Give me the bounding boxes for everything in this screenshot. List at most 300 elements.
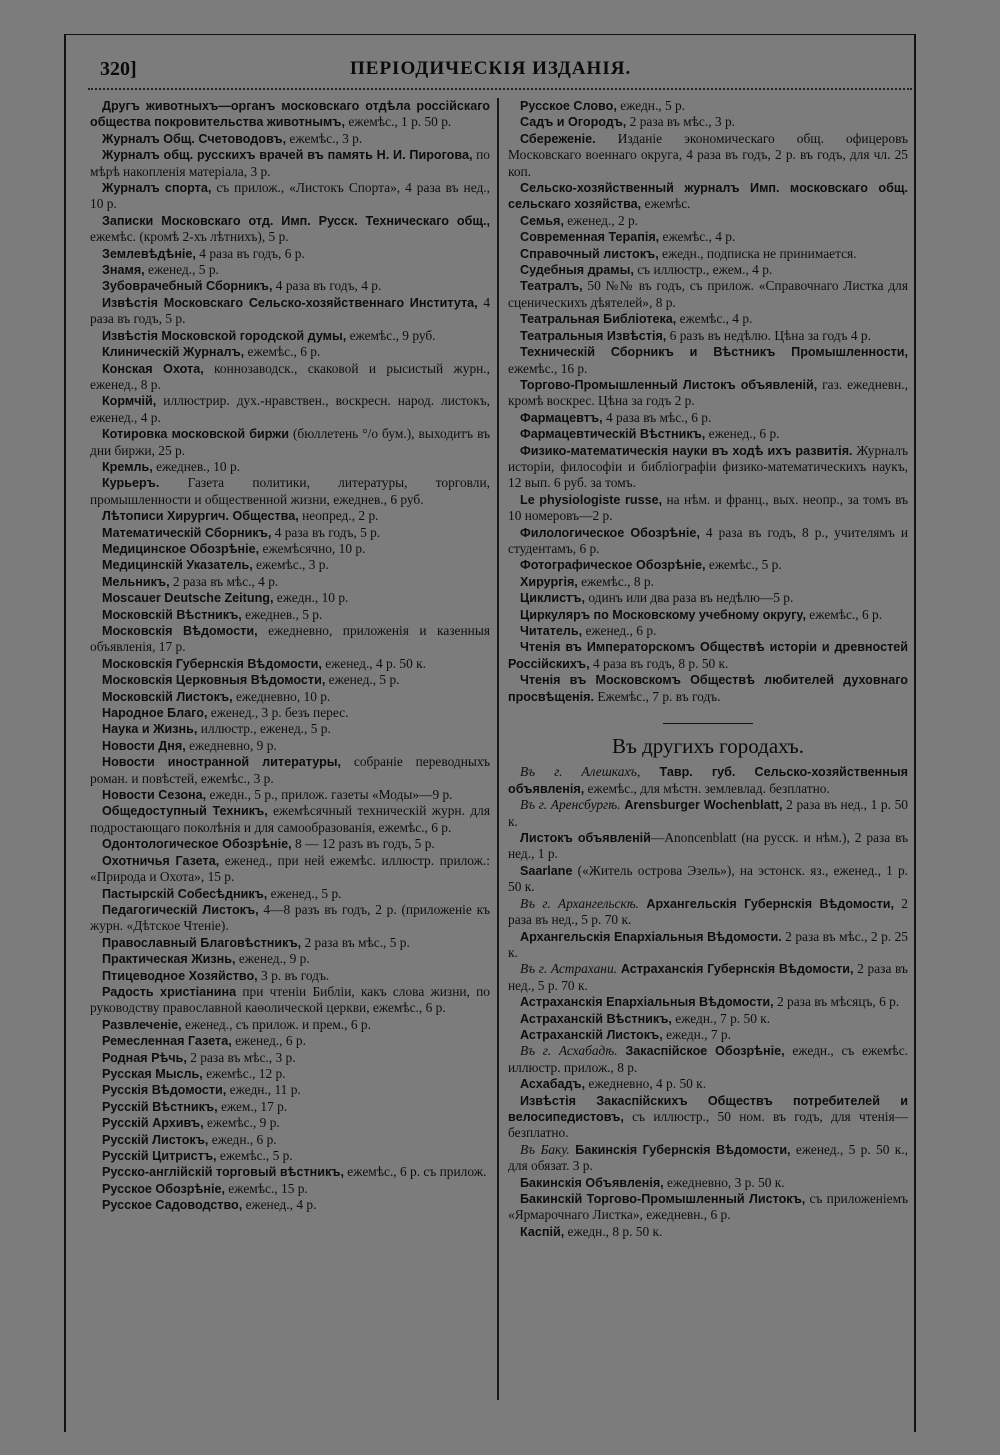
periodical-title: Сельско-хозяйственный журналъ Имп. московскаго общ. сельскаго хозяйства, bbox=[508, 181, 908, 212]
periodical-title: Русское Садоводство, bbox=[102, 1198, 243, 1213]
periodical-title: Педагогическій Листокъ, bbox=[102, 902, 259, 917]
periodical-entry bbox=[508, 1142, 908, 1175]
periodical-entry bbox=[90, 803, 490, 836]
column-divider bbox=[497, 98, 499, 1400]
periodical-entry bbox=[90, 623, 490, 656]
periodical-title: Физико-математическія науки въ ходѣ ихъ развитія. bbox=[520, 443, 853, 458]
periodical-details: ежемѣс., 16 р. bbox=[508, 360, 588, 376]
city-label: Въ г. Алешкахъ, bbox=[520, 764, 641, 780]
periodical-entry bbox=[508, 180, 908, 213]
periodical-entry bbox=[90, 787, 490, 803]
periodical-entry bbox=[508, 131, 908, 180]
periodical-entry bbox=[90, 1050, 490, 1066]
periodical-details: еженед., при ней ежемѣс. иллюстр. прилож.: «Природа и Охота», 15 р. bbox=[90, 852, 490, 885]
periodical-entry bbox=[508, 961, 908, 994]
periodical-details: ежедневно, 4 р. 50 к. bbox=[585, 1076, 707, 1092]
periodical-entry bbox=[508, 1224, 908, 1240]
periodical-details: 2 раза въ нед., 5 р. 70 к. bbox=[508, 961, 908, 993]
periodical-details: еженед., 6 р. bbox=[705, 426, 780, 442]
periodical-details: ежемѣс., 4 р. bbox=[659, 229, 736, 245]
right-column bbox=[508, 98, 908, 1240]
periodical-details: 2 раза въ мѣс., 2 р. 25 к. bbox=[508, 928, 908, 960]
periodical-details: ежемѣс., 9 руб. bbox=[346, 327, 436, 343]
periodical-entry bbox=[508, 1175, 908, 1191]
periodical-details: ежедневно, 3 р. 50 к. bbox=[663, 1174, 785, 1190]
periodical-title: Русскій Цитристъ, bbox=[102, 1149, 217, 1163]
periodical-title: Театральныя Извѣстія, bbox=[520, 328, 667, 343]
periodical-entry bbox=[508, 98, 908, 114]
periodical-details: на нѣм. и франц., вых. неопр., за томъ въ 10 номеровъ—2 р. bbox=[508, 491, 908, 524]
periodical-entry bbox=[508, 557, 908, 573]
periodical-title: Русское Слово, bbox=[520, 99, 617, 113]
page-title: ПЕРІОДИЧЕСКІЯ ИЗДАНІЯ. bbox=[350, 58, 632, 79]
periodical-details: ежемѣс., 12 р. bbox=[202, 1065, 286, 1081]
periodical-details: еженед., 6 р. bbox=[582, 623, 657, 638]
periodical-entry bbox=[508, 830, 908, 863]
periodical-title: Журналъ Общ. Счетоводовъ, bbox=[102, 131, 287, 146]
periodical-title: Записки Московскаго отд. Имп. Русск. Техническаго общ., bbox=[102, 213, 490, 228]
periodical-details: ежем., 17 р. bbox=[217, 1098, 288, 1114]
periodical-details: газ. ежедневн., кромѣ воскрес. Цѣна за годъ 2 р. bbox=[508, 376, 908, 409]
periodical-title: Конская Охота, bbox=[102, 361, 204, 376]
periodical-title: Русское Обозрѣніе, bbox=[102, 1181, 225, 1196]
city-label: Въ г. Архангельскѣ. bbox=[520, 895, 639, 911]
periodical-entry bbox=[508, 590, 908, 606]
periodical-details: («Житель острова Эзель»), на эстонск. яз., еженед., 1 р. 50 к. bbox=[508, 862, 908, 895]
periodical-title: Одонтологическое Обозрѣніе, bbox=[102, 837, 292, 852]
periodical-title: Извѣстія Московскаго Сельско-хозяйственнаго Института, bbox=[102, 295, 478, 310]
periodical-title: Торгово-Промышленный Листокъ объявленій, bbox=[520, 377, 818, 392]
periodical-entry bbox=[90, 131, 490, 147]
periodical-details: одинъ или два раза въ недѣлю—5 р. bbox=[585, 590, 794, 606]
periodical-entry bbox=[90, 607, 490, 623]
periodical-details: ежедн., 7 р. 50 к. bbox=[671, 1010, 771, 1026]
periodical-title: Сбереженіе. bbox=[520, 131, 596, 146]
periodical-title: Судебныя драмы, bbox=[520, 263, 634, 278]
periodical-entry bbox=[508, 574, 908, 590]
periodical-title: Астраханскія Губернскія Вѣдомости, bbox=[617, 962, 854, 977]
periodical-entry bbox=[90, 853, 490, 886]
periodical-title: Журналъ общ. русскихъ врачей въ память Н. И. Пирогова, bbox=[102, 148, 473, 163]
periodical-details: еженед., 3 р. безъ перес. bbox=[207, 705, 349, 721]
periodical-entry bbox=[508, 1011, 908, 1027]
periodical-entry bbox=[90, 1115, 490, 1131]
periodical-title: Радость христіанина bbox=[102, 984, 237, 999]
periodical-details: ежеднев., 10 р. bbox=[152, 458, 240, 474]
periodical-title: Мельникъ, bbox=[102, 574, 170, 589]
periodical-title: Каспій, bbox=[520, 1224, 565, 1239]
periodical-entry bbox=[508, 863, 908, 896]
periodical-details: ежемѣсячный техническій журн. для подростающаго поколѣнія и для самообразованія, ежемѣс., 6 р. bbox=[90, 803, 490, 835]
periodical-entry bbox=[508, 377, 908, 410]
periodical-entry bbox=[508, 344, 908, 377]
periodical-details: неопред., 2 р. bbox=[298, 508, 379, 524]
periodical-title: Народное Благо, bbox=[102, 706, 208, 721]
periodical-title: Русскій Листокъ, bbox=[102, 1132, 209, 1147]
periodical-details: собраніе переводныхъ роман. и повѣстей, ежемѣс., 3 р. bbox=[90, 754, 490, 786]
periodical-title: Тавр. губ. Сельско-хозяйственныя объявленія, bbox=[508, 765, 908, 796]
periodical-details: 2 раза въ мѣс., 5 р. bbox=[301, 934, 410, 950]
periodical-title: Другъ животныхъ—органъ московскаго отдѣла россійскаго общества покровительства животнымъ, bbox=[90, 99, 490, 130]
periodical-details: еженед., 6 р. bbox=[231, 1033, 306, 1049]
periodical-entry bbox=[90, 1082, 490, 1098]
periodical-title: Медицинскій Указатель, bbox=[102, 558, 253, 573]
periodical-details: Изданіе экономическаго общ. офицеровъ Московскаго военнаго округа, 4 раза въ годъ, 2 р. въ годъ, для чл. 25 коп. bbox=[508, 130, 908, 179]
periodical-details: еженед., 4 р. 50 к. bbox=[321, 655, 427, 671]
right-moscow-list bbox=[508, 98, 908, 705]
periodical-entry bbox=[508, 278, 908, 311]
periodical-title: Извѣстія Московской городской думы, bbox=[102, 328, 347, 343]
periodical-details: ежедн., 11 р. bbox=[226, 1082, 301, 1098]
periodical-title: Землевѣдѣніе, bbox=[102, 246, 196, 261]
periodical-title: Театральная Библіотека, bbox=[520, 312, 677, 327]
periodical-details: ежедневно, 10 р. bbox=[232, 688, 331, 704]
periodical-entry bbox=[508, 1076, 908, 1092]
periodical-details: 4 раза въ годъ, 4 р. bbox=[272, 278, 382, 294]
periodical-entry bbox=[90, 1033, 490, 1049]
periodical-title: Родная Рѣчь, bbox=[102, 1050, 187, 1065]
section-separator bbox=[663, 723, 753, 724]
periodical-details: ежемѣс., 3 р. bbox=[252, 557, 329, 573]
periodical-details: ежедн., подписка не принимается. bbox=[658, 245, 857, 261]
periodical-entry bbox=[90, 147, 490, 180]
periodical-entry bbox=[90, 574, 490, 590]
periodical-title: Циклистъ, bbox=[520, 591, 585, 606]
periodical-title: Московскія Вѣдомости, bbox=[102, 624, 258, 638]
periodical-entry bbox=[90, 180, 490, 213]
periodical-details: по мѣрѣ накопленія матеріала, 3 р. bbox=[90, 147, 490, 179]
periodical-details: ежедн., 6 р. bbox=[208, 1131, 277, 1147]
periodical-entry bbox=[90, 738, 490, 754]
periodical-entry bbox=[508, 607, 908, 623]
periodical-entry bbox=[90, 246, 490, 262]
city-label: Въ г. Астрахани. bbox=[520, 961, 617, 977]
periodical-title: Курьеръ. bbox=[102, 476, 160, 491]
periodical-entry bbox=[90, 968, 490, 984]
periodical-details: съ иллюстр., ежем., 4 р. bbox=[633, 262, 773, 278]
periodical-details: 2 раза въ нед., 5 р. 70 к. bbox=[508, 895, 908, 928]
periodical-entry bbox=[90, 951, 490, 967]
periodical-details: ежемѣс. bbox=[641, 196, 691, 212]
periodical-details: ежемѣс., 6 р. съ прилож. bbox=[343, 1164, 487, 1180]
periodical-title: Arensburger Wochenblatt, bbox=[620, 798, 783, 813]
periodical-entry bbox=[508, 1191, 908, 1224]
periodical-title: Астраханскія Епархіальныя Вѣдомости, bbox=[520, 995, 774, 1010]
periodical-title: Садъ и Огородъ, bbox=[520, 115, 627, 130]
periodical-title: Закаспійское Обозрѣніе, bbox=[617, 1044, 785, 1059]
periodical-entry bbox=[508, 797, 908, 830]
periodical-title: Le physiologiste russe, bbox=[520, 492, 663, 507]
periodical-title: Фармацевтъ, bbox=[520, 410, 603, 425]
periodical-details: ежемѣс., 5 р. bbox=[705, 557, 782, 573]
periodical-details: ежемѣс., 6 р. bbox=[244, 344, 321, 360]
periodical-details: ежедн., 10 р. bbox=[273, 590, 349, 606]
periodical-entry bbox=[90, 508, 490, 524]
periodical-title: Бакинскій Торгово-Промышленный Листокъ, bbox=[520, 1192, 806, 1206]
periodical-details: еженед., 5 р. 50 к., для обязат. 3 р. bbox=[508, 1141, 908, 1174]
periodical-title: Saarlane bbox=[520, 863, 573, 878]
section-heading: Въ другихъ городахъ. bbox=[612, 734, 804, 759]
periodical-details: 3 р. въ годъ. bbox=[257, 967, 330, 983]
periodical-details: ежемѣс., для мѣстн. землевлад. безплатно. bbox=[584, 780, 830, 796]
periodical-entry bbox=[90, 213, 490, 246]
periodical-title: Развлеченіе, bbox=[102, 1017, 182, 1032]
periodical-entry bbox=[90, 984, 490, 1017]
periodical-details: 4 раза въ годъ, 5 р. bbox=[90, 294, 491, 327]
periodical-title: Новости Сезона, bbox=[102, 788, 207, 803]
periodical-entry bbox=[90, 590, 490, 606]
periodical-details: ежемѣс., 9 р. bbox=[203, 1115, 280, 1131]
periodical-title: Бакинскія Губернскія Вѣдомости, bbox=[569, 1142, 791, 1157]
periodical-entry bbox=[508, 764, 908, 797]
periodical-details: ежемѣс., 1 р. 50 р. bbox=[344, 114, 452, 130]
periodical-details: 2 раза въ мѣс., 3 р. bbox=[186, 1049, 296, 1065]
periodical-details: еженед., 5 р. bbox=[144, 262, 219, 278]
periodical-details: иллюстрир. дух.-нравствен., воскресн. народ. листокъ, еженед., 4 р. bbox=[90, 393, 490, 425]
periodical-details: ежемѣс., 6 р. bbox=[805, 606, 883, 622]
periodical-entry bbox=[90, 557, 490, 573]
periodical-title: Асхабадъ, bbox=[520, 1077, 586, 1092]
periodical-details: 2 раза въ нед., 1 р. 50 к. bbox=[508, 797, 908, 829]
periodical-title: Московскія Губернскія Вѣдомости, bbox=[102, 656, 322, 671]
periodical-title: Семья, bbox=[520, 213, 564, 228]
periodical-title: Читатель, bbox=[520, 624, 583, 638]
periodical-title: Русскій Архивъ, bbox=[102, 1116, 204, 1131]
periodical-entry bbox=[508, 525, 908, 558]
periodical-title: Зубоврачебный Сборникъ, bbox=[102, 279, 273, 294]
periodical-title: Котировка московской биржи bbox=[102, 427, 289, 442]
periodical-details: 8 — 12 разъ въ годъ, 5 р. bbox=[291, 836, 435, 852]
periodical-entry bbox=[508, 262, 908, 278]
city-label: Въ г. Аренсбургѣ. bbox=[520, 797, 621, 813]
periodical-entry bbox=[508, 1093, 908, 1142]
periodical-title: Хирургія, bbox=[520, 574, 578, 589]
periodical-title: Знамя, bbox=[102, 263, 145, 278]
periodical-entry bbox=[508, 639, 908, 672]
periodical-details: ежедн., 5 р., прилож. газеты «Моды»—9 р. bbox=[206, 787, 453, 803]
periodical-details: 4 раза въ годъ, 6 р. bbox=[195, 245, 305, 261]
periodical-details: (бюллетень °/о бум.), выходитъ въ дни биржи, 25 р. bbox=[90, 426, 490, 458]
periodical-entry bbox=[508, 410, 908, 426]
periodical-title: Ремесленная Газета, bbox=[102, 1034, 232, 1049]
city-label: Въ Баку. bbox=[520, 1141, 570, 1157]
periodical-details: еженед., 5 р. bbox=[267, 885, 342, 901]
periodical-title: Математическій Сборникъ, bbox=[102, 525, 272, 540]
periodical-title: Наука и Жизнь, bbox=[102, 722, 198, 737]
periodical-entry bbox=[508, 246, 908, 262]
periodical-entry bbox=[508, 994, 908, 1010]
periodical-details: ежедн., 7 р. bbox=[662, 1026, 731, 1042]
periodical-details: ежемѣс. (кромѣ 2-хъ лѣтнихъ), 5 р. bbox=[90, 229, 289, 245]
right-other-cities-list bbox=[508, 764, 908, 1240]
periodical-entry bbox=[90, 689, 490, 705]
periodical-entry bbox=[508, 443, 908, 492]
page-number: 320] bbox=[100, 58, 137, 80]
periodical-entry bbox=[90, 721, 490, 737]
periodical-details: еженед., 5 р. bbox=[325, 672, 400, 688]
periodical-details: Газета политики, литературы, торговли, промышленности и общественной жизни, ежеднев., 6 руб. bbox=[90, 475, 490, 507]
header-rule bbox=[88, 88, 912, 96]
periodical-title: Техническій Сборникъ и Вѣстникъ Промышленности, bbox=[520, 345, 908, 360]
periodical-entry bbox=[90, 426, 490, 459]
periodical-title: Архангельскія Губернскія Вѣдомости, bbox=[639, 896, 895, 911]
periodical-details: Журналъ исторіи, философіи и библіографіи физико-математическихъ наукъ, 12 вып. 6 руб. за томъ. bbox=[508, 442, 908, 491]
periodical-entry bbox=[90, 886, 490, 902]
periodical-title: Русскій Вѣстникъ, bbox=[102, 1099, 218, 1114]
periodical-details: 4 раза въ мѣс., 6 р. bbox=[602, 409, 712, 425]
periodical-details: еженед., 4 р. bbox=[242, 1197, 317, 1213]
periodical-details: ежемѣсячно, 10 р. bbox=[259, 540, 366, 556]
periodical-details: —Anoncenblatt (на русск. и нѣм.), 2 раза въ нед., 1 р. bbox=[508, 830, 909, 862]
periodical-details: 2 раза въ мѣсяцъ, 6 р. bbox=[773, 994, 900, 1010]
periodical-entry bbox=[90, 475, 490, 508]
page-header bbox=[100, 58, 908, 88]
periodical-title: Практическая Жизнь, bbox=[102, 952, 236, 967]
periodical-entry bbox=[90, 836, 490, 852]
periodical-entry bbox=[90, 1099, 490, 1115]
periodical-details: 6 разъ въ недѣлю. Цѣна за годъ 4 р. bbox=[666, 327, 871, 343]
periodical-entry bbox=[90, 459, 490, 475]
periodical-entry bbox=[90, 1066, 490, 1082]
periodical-title: Астраханскій Вѣстникъ, bbox=[520, 1011, 672, 1026]
periodical-details: ежемѣс., 15 р. bbox=[224, 1180, 308, 1196]
periodical-title: Извѣстія Закаспійскихъ Обществъ потребителей и велосипедистовъ, bbox=[508, 1093, 908, 1124]
periodical-title: Новости иностранной литературы, bbox=[102, 755, 342, 770]
periodical-details: еженед., съ прилож. и прем., 6 р. bbox=[181, 1016, 371, 1032]
periodical-details: 50 №№ въ годъ, съ прилож. «Справочнаго Листка для сценическихъ дѣятелей», 8 р. bbox=[508, 278, 908, 310]
periodical-details: съ иллюстр., 50 ном. въ годъ, для чтенія—безплатно. bbox=[508, 1108, 908, 1141]
periodical-entry bbox=[90, 1164, 490, 1180]
periodical-details: съ приложеніемъ «Ярмарочнаго Листка», ежедневн., 6 р. bbox=[508, 1191, 908, 1223]
left-column bbox=[90, 98, 490, 1214]
periodical-title: Астраханскій Листокъ, bbox=[520, 1027, 663, 1042]
periodical-details: ежедн., 5 р. bbox=[616, 98, 686, 113]
periodical-title: Кремль, bbox=[102, 459, 153, 474]
periodical-title: Русская Мысль, bbox=[102, 1066, 203, 1081]
periodical-details: иллюстр., еженед., 5 р. bbox=[197, 721, 331, 737]
periodical-title: Новости Дня, bbox=[102, 738, 186, 753]
periodical-entry bbox=[90, 1132, 490, 1148]
periodical-details: 2 раза въ мѣс., 3 р. bbox=[626, 114, 735, 130]
periodical-entry bbox=[90, 278, 490, 294]
periodical-title: Филологическое Обозрѣніе, bbox=[520, 525, 700, 540]
periodical-entry bbox=[90, 754, 490, 787]
periodical-details: ежемѣс., 8 р. bbox=[577, 573, 654, 589]
periodical-details: ежедн., съ ежемѣс. иллюстр. прилож., 8 р. bbox=[508, 1043, 908, 1075]
periodical-entry bbox=[90, 262, 490, 278]
periodical-details: Ежемѣс., 7 р. въ годъ. bbox=[594, 688, 721, 704]
periodical-title: Лѣтописи Хирургич. Общества, bbox=[102, 509, 299, 524]
periodical-entry bbox=[90, 705, 490, 721]
periodical-title: Русскія Вѣдомости, bbox=[102, 1083, 227, 1098]
periodical-details: 4 раза въ годъ, 8 р. 50 к. bbox=[589, 655, 729, 671]
periodical-entry bbox=[90, 1148, 490, 1164]
periodical-title: Циркуляръ по Московскому учебному округу, bbox=[520, 607, 806, 622]
periodical-title: Листокъ объявленій bbox=[520, 831, 651, 846]
periodical-entry bbox=[508, 426, 908, 442]
periodical-details: съ прилож., «Листокъ Спорта», 4 раза въ нед., 10 р. bbox=[90, 180, 490, 212]
periodical-title: Медицинское Обозрѣніе, bbox=[102, 541, 260, 556]
periodical-entry bbox=[90, 525, 490, 541]
periodical-entry bbox=[508, 229, 908, 245]
periodical-title: Московскій Листокъ, bbox=[102, 689, 233, 704]
periodical-entry bbox=[508, 114, 908, 130]
periodical-entry bbox=[90, 1017, 490, 1033]
periodical-details: ежемѣс., 4 р. bbox=[676, 311, 753, 327]
periodical-details: ежемѣс., 5 р. bbox=[216, 1148, 293, 1163]
periodical-title: Чтенія въ Московскомъ Обществѣ любителей духовнаго просвѣщенія. bbox=[508, 673, 908, 704]
periodical-entry bbox=[90, 1197, 490, 1213]
periodical-title: Бакинскія Объявленія, bbox=[520, 1175, 664, 1190]
periodical-details: ежедн., 8 р. 50 к. bbox=[564, 1223, 663, 1239]
periodical-entry bbox=[508, 328, 908, 344]
periodical-entry bbox=[508, 213, 908, 229]
periodical-title: Птицеводное Хозяйство, bbox=[102, 968, 258, 983]
periodical-title: Пастырскій Собесѣдникъ, bbox=[102, 886, 268, 901]
periodical-details: еженед., 2 р. bbox=[563, 212, 639, 228]
periodical-details: 2 раза въ мѣс., 4 р. bbox=[169, 573, 279, 589]
periodical-entry bbox=[508, 1027, 908, 1043]
periodical-title: Фотографическое Обозрѣніе, bbox=[520, 558, 706, 573]
periodical-entry bbox=[508, 623, 908, 639]
periodical-entry bbox=[508, 492, 908, 525]
periodical-title: Чтенія въ Императорскомъ Обществѣ исторіи и древностей Россійскихъ, bbox=[508, 640, 908, 671]
periodical-title: Современная Терапія, bbox=[520, 230, 660, 245]
city-label: Въ г. Асхабадѣ. bbox=[520, 1043, 618, 1059]
periodical-title: Московскія Церковныя Вѣдомости, bbox=[102, 673, 326, 688]
periodical-title: Русско-англійскій торговый вѣстникъ, bbox=[102, 1165, 344, 1180]
periodical-title: Журналъ спорта, bbox=[102, 181, 212, 196]
periodical-details: ежеднев., 5 р. bbox=[241, 606, 323, 622]
periodical-title: Московскій Вѣстникъ, bbox=[102, 607, 242, 622]
periodical-details: 4 раза въ годъ, 5 р. bbox=[271, 524, 381, 540]
periodical-details: еженед., 9 р. bbox=[235, 951, 310, 967]
periodical-entry bbox=[508, 929, 908, 962]
periodical-entry bbox=[90, 393, 490, 426]
periodical-entry bbox=[90, 541, 490, 557]
periodical-details: коннозаводск., скаковой и рысистый журн., еженед., 8 р. bbox=[90, 360, 491, 392]
periodical-entry bbox=[508, 1043, 908, 1076]
periodical-title: Театралъ, bbox=[520, 279, 583, 294]
periodical-title: Архангельскія Епархіальныя Вѣдомости. bbox=[520, 929, 782, 944]
periodical-title: Клиническій Журналъ, bbox=[102, 345, 245, 360]
periodical-title: Охотничья Газета, bbox=[102, 853, 220, 868]
periodical-details: 4 раза въ годъ, 8 р., учителямъ и студентамъ, 6 р. bbox=[508, 524, 909, 556]
periodical-details: 4—8 разъ въ годъ, 2 р. (приложеніе къ журн. «Дѣтское Чтеніе). bbox=[90, 901, 490, 934]
periodical-title: Фармацевтическій Вѣстникъ, bbox=[520, 427, 706, 442]
periodical-entry bbox=[90, 328, 490, 344]
periodical-entry bbox=[90, 1181, 490, 1197]
periodical-entry bbox=[90, 98, 490, 131]
periodical-title: Православный Благовѣстникъ, bbox=[102, 935, 302, 950]
periodical-title: Общедоступный Техникъ, bbox=[102, 804, 268, 819]
periodical-title: Moscauer Deutsche Zeitung, bbox=[102, 591, 274, 606]
periodical-entry bbox=[508, 896, 908, 929]
periodical-entry bbox=[508, 672, 908, 705]
periodical-entry bbox=[90, 361, 490, 394]
periodical-details: ежемѣс., 3 р. bbox=[286, 130, 363, 146]
periodical-title: Кормчій, bbox=[102, 394, 157, 409]
periodical-entry bbox=[90, 902, 490, 935]
periodical-entry bbox=[508, 311, 908, 327]
periodical-entry bbox=[90, 344, 490, 360]
periodical-entry bbox=[90, 295, 490, 328]
periodical-title: Справочный листокъ, bbox=[520, 246, 659, 261]
periodical-entry bbox=[90, 672, 490, 688]
periodical-entry bbox=[90, 935, 490, 951]
periodical-details: ежедневно, приложенія и казенныя объявленія, 17 р. bbox=[90, 623, 490, 655]
periodical-details: ежедневно, 9 р. bbox=[185, 737, 277, 753]
